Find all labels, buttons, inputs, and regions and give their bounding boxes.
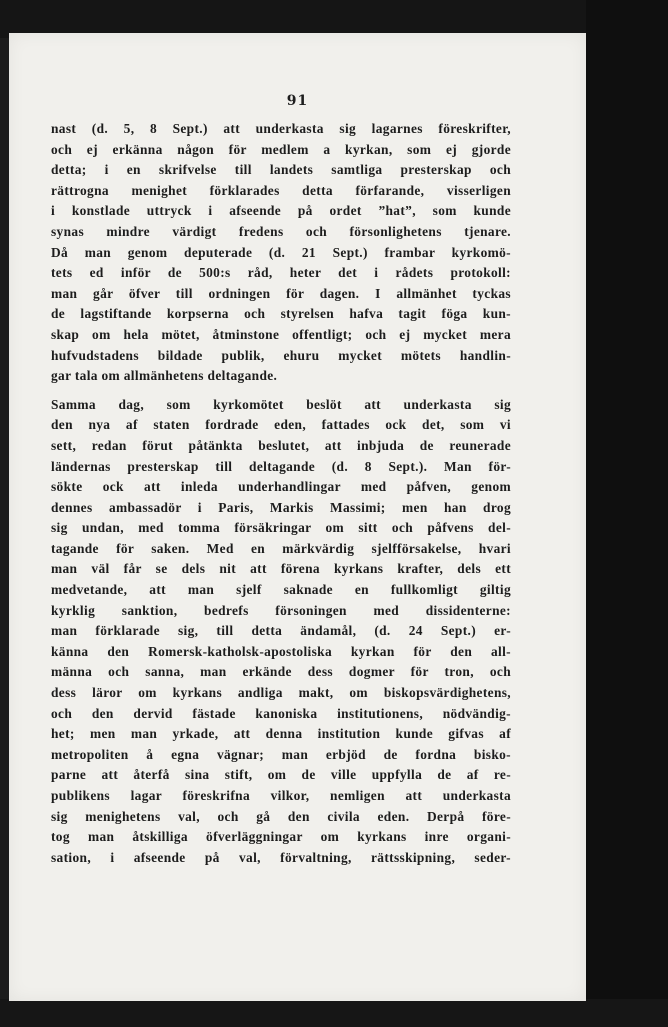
- text-line: tagande för saken. Med en märkvärdig sjelfförsakelse, hvari: [51, 540, 511, 556]
- text-line: männa och sanna, man erkände dess dogmer för tron, och: [51, 664, 511, 680]
- text-line: man går öfver till ordningen för dagen. I allmänhet tyckas: [51, 285, 511, 301]
- page-number: 91: [286, 93, 309, 109]
- text-line: tets ed inför de 500:s råd, heter det i rådets protokoll:: [51, 265, 511, 281]
- text-line: och ej erkänna någon för medlem a kyrkan, som ej gjorde: [51, 141, 511, 157]
- text-line: tog man åtskilliga öfverläggningar om kyrkans inre organi-: [51, 829, 511, 845]
- text-line: känna den Romersk-katholsk-apostoliska kyrkan för den all-: [51, 643, 511, 659]
- page-text: [51, 119, 511, 868]
- text-line: publikens lagar föreskrifna vilkor, nemligen att underkasta: [51, 788, 511, 803]
- paragraph-2: [51, 395, 511, 869]
- text-line: sökte ock att inleda underhandlingar med påfven, genom: [51, 479, 511, 495]
- paragraph-1: [51, 119, 511, 387]
- text-line: dennes ambassadör i Paris, Markis Massimi; men han drog: [51, 499, 511, 515]
- book-page: [9, 33, 586, 1001]
- text-line: Då man genom deputerade (d. 21 Sept.) frambar kyrkomö-: [51, 244, 511, 260]
- text-line: hufvudstadens bildade publik, ehuru mycket mötets handlin-: [51, 347, 511, 363]
- text-line: kyrklig sanktion, bedrefs försoningen med dissidenterne:: [51, 602, 511, 618]
- text-line: het; men man yrkade, att denna institution kunde gifvas af: [51, 726, 511, 742]
- text-line: dess läror om kyrkans andliga makt, om biskopsvärdighetens,: [51, 685, 511, 701]
- paragraph-gap: [51, 387, 511, 395]
- text-line: detta; i en skrifvelse till landets samtliga presterskap och: [51, 162, 511, 178]
- text-line: den nya af staten fordrade eden, fattades ock det, som vi: [51, 417, 511, 433]
- scan-border-right: [586, 0, 668, 1027]
- text-line: sig menighetens val, och gå den civila eden. Derpå före-: [51, 808, 511, 824]
- text-line: medvetande, att man sjelf saknade en fullkomligt giltig: [51, 582, 511, 598]
- text-line: de lagstiftande korpserna och styrelsen hafva tagit föga kun-: [51, 306, 511, 322]
- text-line: synas mindre värdigt fredens och försonlighetens tjenare.: [51, 223, 511, 239]
- text-line: sig undan, med tomma försäkringar om sitt och påfvens del-: [51, 520, 511, 536]
- text-line: man väl får se dels nit att förena kyrkans krafter, dels ett: [51, 561, 511, 577]
- scan-border-bottom: [0, 999, 668, 1027]
- text-line: sation, i afseende på val, förvaltning, rättsskipning, seder-: [51, 849, 511, 865]
- text-line: sett, redan förut påtänkta beslutet, att inbjuda de reunerade: [51, 437, 511, 453]
- text-line: och den dervid fästade kanoniska institutionens, nödvändig-: [51, 705, 511, 721]
- text-line: gar tala om allmänhetens deltagande.: [51, 368, 278, 384]
- text-line: nast (d. 5, 8 Sept.) att underkasta sig lagarnes föreskrifter,: [51, 121, 511, 136]
- text-line: Samma dag, som kyrkomötet beslöt att underkasta sig: [51, 396, 511, 412]
- text-line: parne att återfå sina stift, om de ville uppfylla de af re-: [51, 767, 511, 783]
- text-line: rättrogna menighet förklarades detta förfarande, visserligen: [51, 182, 511, 198]
- text-line: skap om hela mötet, åtminstone offentligt; och ej mycket mera: [51, 326, 511, 342]
- text-line: ländernas presterskap till deltagande (d. 8 Sept.). Man för-: [51, 458, 511, 474]
- text-line: man förklarade sig, till detta ändamål, (d. 24 Sept.) er-: [51, 623, 511, 639]
- text-line: metropoliten å egna vägnar; man erbjöd de fordna bisko-: [51, 746, 511, 762]
- text-line: i konstlade uttryck i afseende på ordet ”hat”, som kunde: [51, 203, 511, 219]
